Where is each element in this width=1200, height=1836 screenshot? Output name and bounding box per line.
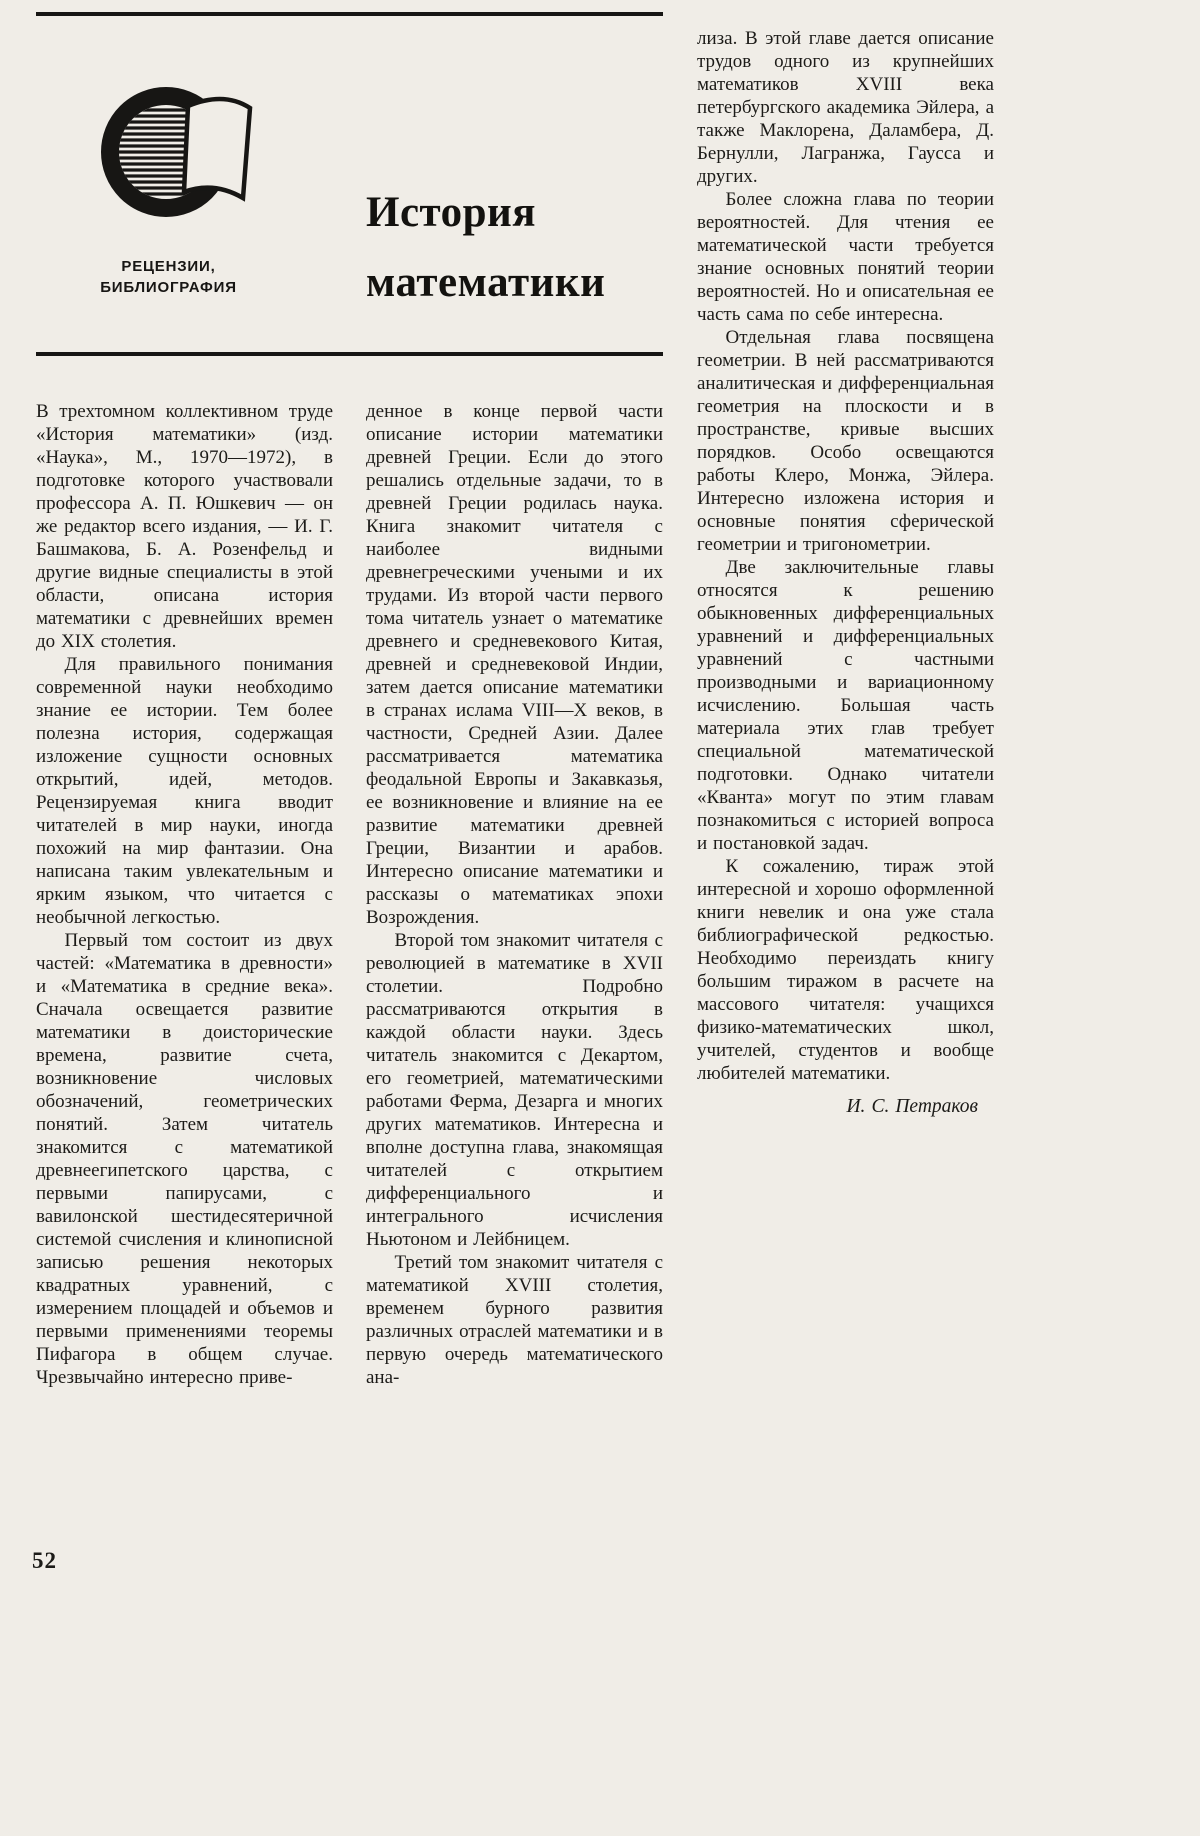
top-rule xyxy=(36,12,663,16)
paragraph: Для правильного понимания современной науки необходимо знание ее истории. Тем более полезна история, содержащая изложение сущности основных открытий, идей, методов. Рецензируемая книга вводит читателей в мир науки, иногда похожий на мир фантазии. Она написана таким увлекательным и ярким языком, что читается с необычной легкостью. xyxy=(36,654,333,928)
article-title-line1: История xyxy=(366,189,537,236)
page-number: 52 xyxy=(32,1548,57,1573)
paragraph: К сожалению, тираж этой интересной и хорошо оформленной книги невелик и она уже стала библиографической редкостью. Необходимо переиздать книгу большим тиражом в расчете на массового читателя: учащихся физико-математических школ, учителей, студентов и вообще любителей математики. xyxy=(697,856,994,1084)
column-2 xyxy=(366,400,663,1389)
column-3 xyxy=(697,27,994,1118)
paragraph: Более сложна глава по теории вероятностей. Для чтения ее математической части требуется знание основных понятий теории вероятностей. Но и описательная ее часть сама по себе интересна. xyxy=(697,189,994,325)
column-1 xyxy=(36,400,333,1389)
article-title-line2: математики xyxy=(366,259,606,306)
logo-page xyxy=(184,99,250,198)
article-title xyxy=(366,178,605,318)
rubric-line1: РЕЦЕНЗИИ, xyxy=(121,258,216,275)
paragraph: Третий том знакомит читателя с математикой XVIII столетия, временем бурного развития различных отраслей математики и в первую очередь математического ана- xyxy=(366,1252,663,1388)
paragraph: лиза. В этой главе дается описание трудов одного из крупнейших математиков XVIII века петербургского академика Эйлера, а также Маклорена, Даламбера, Д. Бернулли, Лагранжа, Гаусса и других. xyxy=(697,28,994,187)
author-signature: И. С. Петраков xyxy=(846,1096,978,1117)
paragraph: Второй том знакомит читателя с революцией в математике в XVII столетии. Подробно рассматриваются открытия в каждой области науки. Здесь читатель знакомится с Декартом, его геометрией, математическими работами Ферма, Дезарга и многих других математиков. Интересна и вполне доступна глава, знакомящая читателей с открытием дифференциального и интегрального исчисления Ньютоном и Лейбницем. xyxy=(366,930,663,1250)
rubric-label xyxy=(56,256,281,298)
header-rule xyxy=(36,352,663,356)
paragraph: Отдельная глава посвящена геометрии. В ней рассматриваются аналитическая и дифференциальная геометрия на плоскости и в пространстве, кривые высших порядков. Особо освещаются работы Клеро, Монжа, Эйлера. Интересно изложена история и основные понятия сферической геометрии и тригонометрии. xyxy=(697,327,994,555)
reviews-bibliography-logo xyxy=(96,78,274,246)
paragraph: Первый том состоит из двух частей: «Математика в древности» и «Математика в средние века». Сначала освещается развитие математики в доисторические времена, развитие счета, возникновение числовых обозначений, геометрических понятий. Затем читатель знакомится с математикой древнеегипетского царства, с первыми папирусами, с вавилонской шестидесятеричной системой счисления и клинописной записью решения некоторых квадратных уравнений, с измерением площадей и объемов и первыми применениями теоремы Пифагора в общем случае. Чрезвычайно интересно приве- xyxy=(36,930,333,1388)
rubric-line2: БИБЛИОГРАФИЯ xyxy=(100,279,237,296)
paragraph: Две заключительные главы относятся к решению обыкновенных дифференциальных уравнений и дифференциальных уравнений с частными производными и вариационному исчислению. Большая часть материала этих глав требует специальной математической подготовки. Однако читатели «Кванта» могут по этим главам познакомиться с историей вопроса и постановкой задач. xyxy=(697,557,994,854)
paragraph: денное в конце первой части описание истории математики древней Греции. Если до этого решались отдельные задачи, то в древней Греции родилась наука. Книга знакомит читателя с наиболее видными древнегреческими учеными и их трудами. Из второй части первого тома читатель узнает о математике древнего и средневекового Китая, древней и средневековой Индии, затем дается описание математики в странах ислама VIII—X веков, в частности, Средней Азии. Далее рассматривается математика феодальной Европы и Закавказья, ее возникновение и влияние на ее развитие математики древней Греции, Византии и арабов. Интересно описание математики и рассказы о математиках эпохи Возрождения. xyxy=(366,401,663,928)
paragraph: В трехтомном коллективном труде «История математики» (изд. «Наука», М., 1970—1972), в подготовке которого участвовали профессора А. П. Юшкевич — он же редактор всего издания, — И. Г. Башмакова, Б. А. Розенфельд и другие видные специалисты в этой области, описана история математики с древнейших времен до XIX столетия. xyxy=(36,401,333,652)
